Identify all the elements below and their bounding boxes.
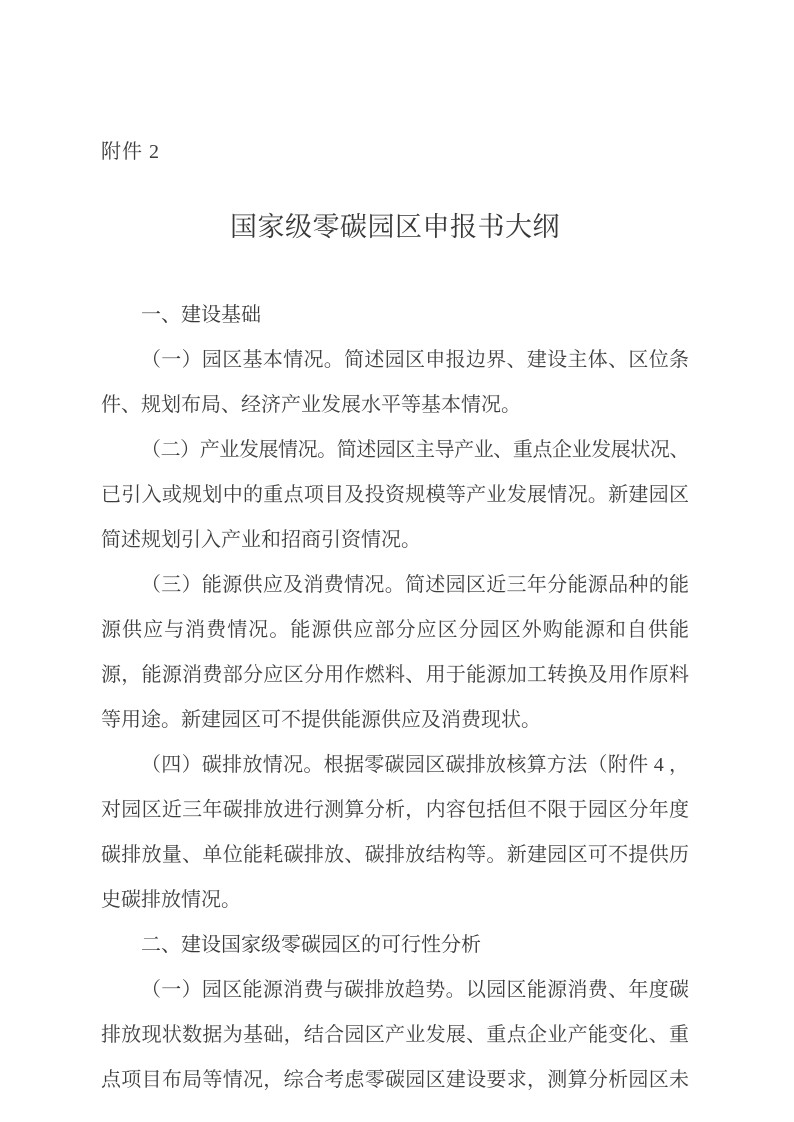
attachment-label: 附件 2 [101, 141, 160, 163]
text-line: 点项目布局等情况，综合考虑零碳园区建设要求，测算分析园区未 [101, 1069, 689, 1091]
document-body [101, 293, 689, 1103]
text-line: 简述规划引入产业和招商引资情况。 [101, 529, 421, 551]
heading-line: 二、建设国家级零碳园区的可行性分析 [141, 934, 481, 956]
section-heading-2 [101, 923, 689, 968]
text-line: （二）产业发展情况。简述园区主导产业、重点企业发展状况、 [141, 439, 689, 461]
text-line: 对园区近三年碳排放进行测算分析，内容包括但不限于园区分年度 [101, 799, 689, 821]
text-line: 史碳排放情况。 [101, 889, 241, 911]
text-line: 已引入或规划中的重点项目及投资规模等产业发展情况。新建园区 [101, 484, 689, 506]
text-line: 源供应与消费情况。能源供应部分应区分园区外购能源和自供能 [101, 619, 689, 641]
paragraph-industry-development [101, 428, 689, 563]
text-line: （一）园区能源消费与碳排放趋势。以园区能源消费、年度碳 [141, 979, 689, 1001]
paragraph-carbon-emissions [101, 743, 689, 923]
text-line: 源，能源消费部分应区分用作燃料、用于能源加工转换及用作原料 [101, 664, 689, 686]
page-title: 国家级零碳园区申报书大纲 [230, 212, 560, 242]
text-line: （四）碳排放情况。根据零碳园区碳排放核算方法（附件 4 ， [141, 754, 689, 776]
text-line: 件、规划布局、经济产业发展水平等基本情况。 [101, 394, 521, 416]
text-line: 排放现状数据为基础，结合园区产业发展、重点企业产能变化、重 [101, 1024, 689, 1046]
section-heading-1 [101, 293, 689, 338]
text-line: （三）能源供应及消费情况。简述园区近三年分能源品种的能 [141, 574, 689, 596]
paragraph-energy-supply-consumption [101, 563, 689, 743]
paragraph-energy-carbon-trend [101, 968, 689, 1103]
heading-line: 一、建设基础 [141, 304, 261, 326]
text-line: （一）园区基本情况。简述园区申报边界、建设主体、区位条 [141, 349, 689, 371]
text-line: 碳排放量、单位能耗碳排放、碳排放结构等。新建园区可不提供历 [101, 844, 689, 866]
text-line: 等用途。新建园区可不提供能源供应及消费现状。 [101, 709, 541, 731]
paragraph-basic-situation [101, 338, 689, 428]
